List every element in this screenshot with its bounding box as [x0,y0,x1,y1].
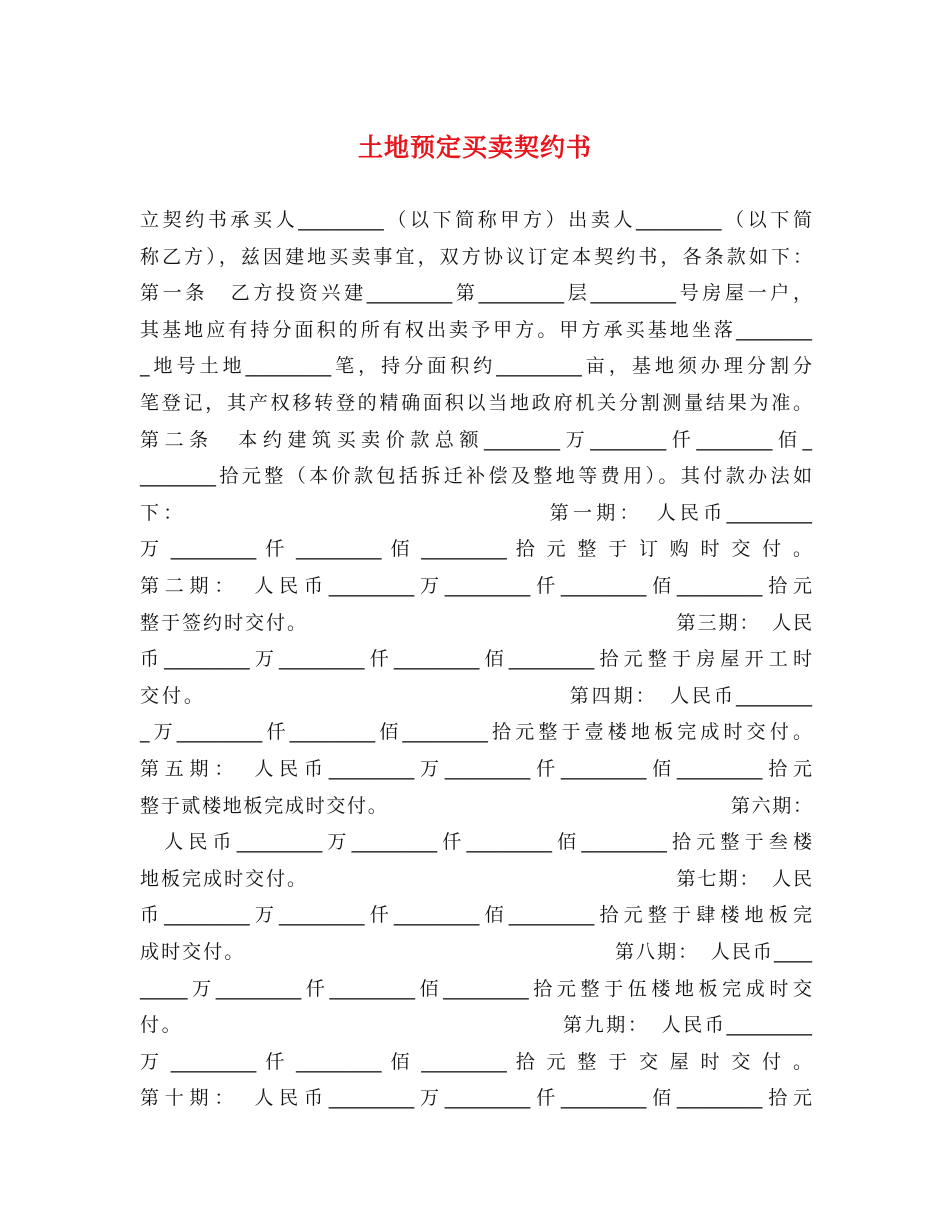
contract-line: 立契约书承买人_________（以下简称甲方）出卖人_________（以下简 [140,209,812,231]
contract-line: 成时交付。 第八期： 人民币____ [140,941,812,963]
contract-line: _____万_________仟_________佰_________拾元整于伍楼地板完成时交 [140,977,812,1000]
contract-line: 第二条 本约建筑买卖价款总额________万________仟________佰_ [140,428,812,451]
contract-line: _地号土地_________笔，持分面积约_________亩，基地须办理分割分 [140,355,812,378]
contract-line: 整于贰楼地板完成时交付。 第六期： [140,794,812,817]
contract-line: 其基地应有持分面积的所有权出卖予甲方。甲方承买基地坐落________ [140,318,812,341]
document-title: 土地预定买卖契约书 [357,133,592,162]
contract-line: 第二期： 人民币_________万_________仟_________佰_________拾元 [140,575,812,597]
contract-line: 称乙方），兹因建地买卖事宜，双方协议订定本契约书，各条款如下： [140,245,812,268]
contract-line: 万 _________ 仟 _________ 佰 _________ 拾 元 整 于 订 购 时 交 付 。 [140,538,812,561]
contract-line: 第五期： 人民币_________万_________仟_________佰_________拾元 [140,758,812,780]
contract-line: _万_________仟_________佰_________拾元整于壹楼地板完成时交付。 [140,721,812,744]
contract-line: 第十期： 人民币_________万_________仟_________佰_________拾元 [140,1087,812,1110]
contract-line: 人民币_________万_________仟_________佰_________拾元整于叁楼 [140,831,812,854]
contract-line: 第一条 乙方投资兴建_________第_________层_________号房屋一户， [140,282,812,305]
contract-line: 交付。 第四期： 人民币________ [140,684,812,707]
contract-line: 下： 第一期： 人民币_________ [140,501,812,524]
contract-line: 币_________万_________仟_________佰_________拾元整于肆楼地板完 [140,904,812,927]
contract-line: 整于签约时交付。 第三期： 人民 [140,611,812,634]
contract-line: 地板完成时交付。 第七期： 人民 [140,867,812,890]
contract-line: 笔登记，其产权移转登的精确面积以当地政府机关分割测量结果为准。 [140,392,812,414]
contract-line: 万 _________ 仟 _________ 佰 _________ 拾 元 整 于 交 屋 时 交 付 。 [140,1050,812,1073]
contract-line: 付。 第九期： 人民币_________ [140,1014,812,1037]
contract-line: 币_________万_________仟_________佰_________拾元整于房屋开工时 [140,648,812,671]
contract-line: ________拾元整（本价款包括拆迁补偿及整地等费用）。其付款办法如 [140,465,812,488]
